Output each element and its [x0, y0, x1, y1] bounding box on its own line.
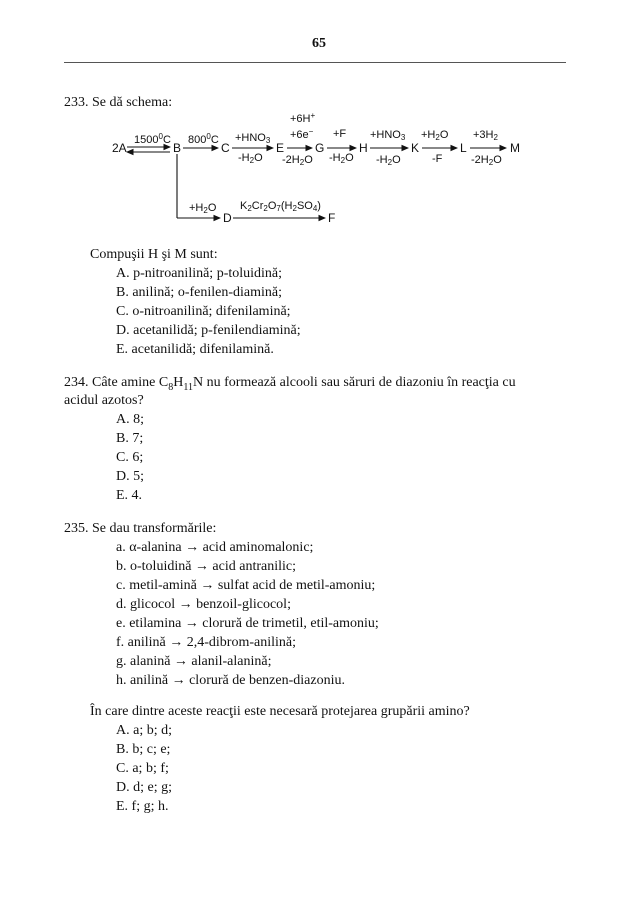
- q235-option-b: B. b; c; e;: [116, 742, 171, 757]
- q234-option-c: C. 6;: [116, 450, 144, 465]
- q235-item-b: b. o-toluidină → acid antranilic;: [116, 559, 297, 574]
- label-minus-2h2o-1: -2H2O: [282, 154, 313, 167]
- q233-option-c: C. o-nitroanilină; difenilamină;: [116, 304, 291, 319]
- q235-option-a: A. a; b; d;: [116, 723, 172, 738]
- label-minus-2h2o-2: -2H2O: [471, 154, 502, 167]
- q234-option-a: A. 8;: [116, 412, 144, 427]
- node-f: F: [328, 211, 336, 225]
- q233-option-d: D. acetanilidă; p-fenilendiamină;: [116, 323, 301, 338]
- q233-option-e: E. acetanilidă; difenilamină.: [116, 342, 274, 357]
- label-plus-3h2: +3H2: [473, 129, 498, 142]
- q235-title: 235. Se dau transformările:: [64, 521, 217, 536]
- q234-line1: 234. Câte amine $C_8H_{11}N$ nu formează alcooli sau săruri de diazoniu în reacţia cu: [64, 375, 516, 393]
- label-hno3-1: +HNO3: [235, 132, 271, 145]
- q235-item-g: g. alanină → alanil-alanină;: [116, 654, 272, 669]
- q233-question: Compuşii H şi M sunt:: [90, 247, 218, 262]
- q234-option-d: D. 5;: [116, 469, 144, 484]
- page-number: 65: [312, 36, 326, 51]
- label-minus-h2o-2: -H2O: [329, 152, 354, 165]
- q233-option-b: B. anilină; o-fenilen-diamină;: [116, 285, 283, 300]
- q235-item-a: a. α-alanina → acid aminomalonic;: [116, 540, 314, 555]
- label-800c: $800^0C$: [188, 132, 219, 146]
- q235-item-d: d. glicocol → benzoil-glicocol;: [116, 597, 291, 612]
- label-k2cr2o7-h2so4: K2Cr2O7(H2SO4): [240, 200, 321, 213]
- q234-option-e: E. 4.: [116, 488, 143, 503]
- label-plus6h: +6H+: [290, 111, 316, 125]
- label-minus-h2o-1: -H2O: [238, 152, 263, 165]
- label-minus-f: -F: [432, 153, 443, 165]
- label-minus-h2o-3: -H2O: [376, 154, 401, 167]
- node-2a: 2A: [112, 141, 127, 155]
- q235-option-e: E. f; g; h.: [116, 799, 169, 814]
- q234-option-b: B. 7;: [116, 431, 144, 446]
- node-b: B: [173, 141, 182, 155]
- label-plus-f: +F: [333, 128, 347, 140]
- node-d: D: [223, 211, 232, 225]
- label-plus-h2o-d: +H2O: [189, 202, 217, 215]
- node-k: K: [411, 141, 420, 155]
- q235-option-c: C. a; b; f;: [116, 761, 169, 776]
- q234-line2: acidul azotos?: [64, 393, 144, 408]
- q233-option-a: A. p-nitroanilină; p-toluidină;: [116, 266, 283, 281]
- q235-item-h: h. anilină → clorură de benzen-diazoniu.: [116, 673, 345, 688]
- q235-question: În care dintre aceste reacţii este necesară protejarea grupării amino?: [90, 704, 470, 719]
- node-g: G: [315, 141, 325, 155]
- label-plus-h2o: +H2O: [421, 129, 449, 142]
- q233-title: 233. Se dă schema:: [64, 95, 173, 110]
- node-m: M: [510, 141, 520, 155]
- node-l: L: [460, 141, 467, 155]
- node-c: C: [221, 141, 230, 155]
- q235-option-d: D. d; e; g;: [116, 780, 172, 795]
- node-h: H: [359, 141, 368, 155]
- q235-item-c: c. metil-amină → sulfat acid de metil-amoniu;: [116, 578, 376, 593]
- node-e: E: [276, 141, 285, 155]
- q235-item-e: e. etilamina → clorură de trimetil, etil-amoniu;: [116, 616, 379, 631]
- label-hno3-2: +HNO3: [370, 129, 406, 142]
- label-plus6e: +6e−: [290, 127, 314, 141]
- label-1500c: 1500$^0$C: [134, 132, 171, 146]
- q235-item-f: f. anilină → 2,4-dibrom-anilină;: [116, 635, 297, 650]
